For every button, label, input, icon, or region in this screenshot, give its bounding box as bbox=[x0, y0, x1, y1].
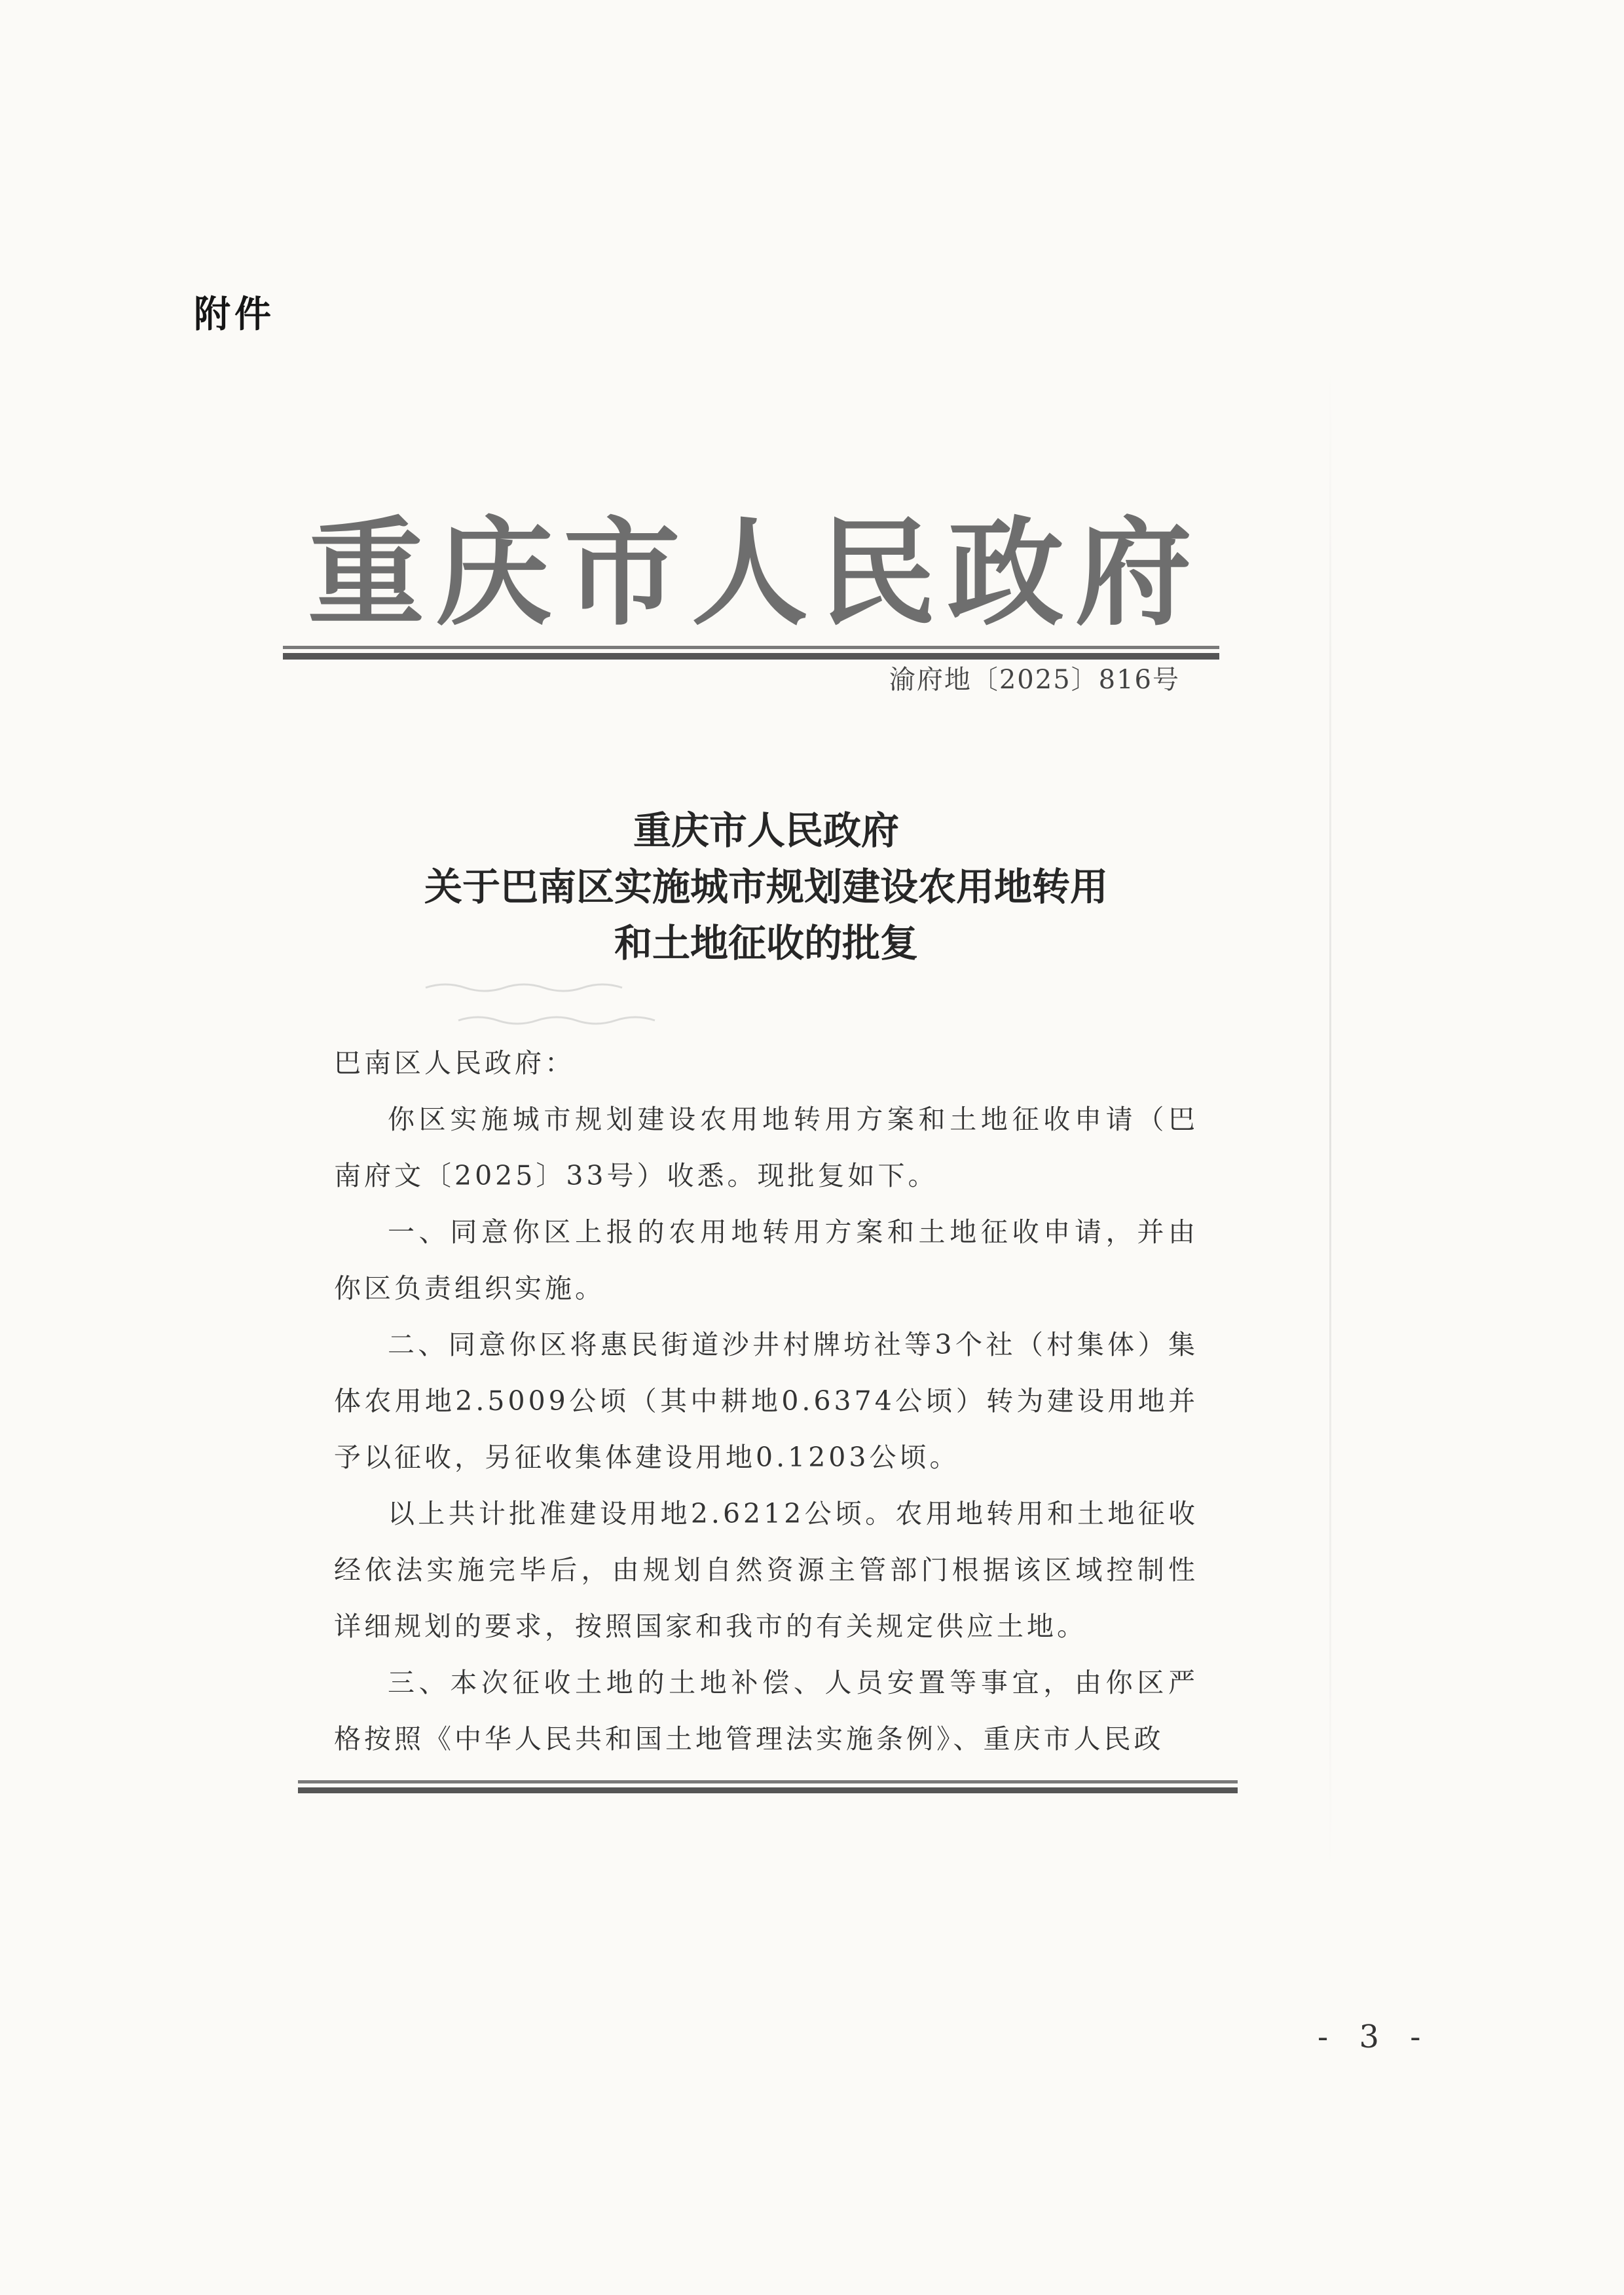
masthead-char: 民 bbox=[819, 504, 936, 641]
masthead-char: 人 bbox=[691, 504, 808, 641]
masthead-char: 重 bbox=[308, 504, 424, 641]
scan-edge-shadow bbox=[1329, 367, 1331, 1873]
body-paragraph-4: 以上共计批准建设用地2.6212公顷。农用地转用和土地征收经依法实施完毕后，由规划自然资源主管部门根据该区域控制性详细规划的要求，按照国家和我市的有关规定供应土地。 bbox=[334, 1498, 1198, 1642]
masthead-char: 庆 bbox=[435, 504, 553, 641]
salutation: 巴南区人民政府： bbox=[334, 1047, 575, 1079]
footer-rule-thick bbox=[298, 1787, 1238, 1793]
title-line-2: 关于巴南区实施城市规划建设农用地转用 bbox=[424, 865, 1108, 909]
faint-stamp-graphic bbox=[419, 968, 694, 1040]
document-body bbox=[334, 1035, 1198, 1767]
footer-rule-thin bbox=[298, 1780, 1238, 1783]
title-line-1: 重庆市人民政府 bbox=[633, 808, 899, 853]
body-paragraph-5: 三、本次征收土地的土地补偿、人员安置等事宜，由你区严格按照《中华人民共和国土地管理法实施条例》、重庆市人民政 bbox=[334, 1667, 1198, 1755]
title-line-3: 和土地征收的批复 bbox=[614, 921, 918, 965]
masthead-char: 政 bbox=[947, 504, 1064, 641]
body-paragraph-3: 二、同意你区将惠民街道沙井村牌坊社等3个社（村集体）集体农用地2.5009公顷（其中耕地0.6374公顷）转为建设用地并予以征收，另征收集体建设用地0.1203公顷。 bbox=[334, 1329, 1198, 1473]
attachment-label: 附件 bbox=[194, 293, 275, 336]
body-paragraph-1: 你区实施城市规划建设农用地转用方案和土地征收申请（巴南府文〔2025〕33号）收悉。现批复如下。 bbox=[334, 1104, 1198, 1191]
masthead-title bbox=[308, 504, 1192, 642]
document-title bbox=[236, 802, 1297, 971]
body-paragraph-2: 一、同意你区上报的农用地转用方案和土地征收申请，并由你区负责组织实施。 bbox=[334, 1216, 1198, 1304]
document-number: 渝府地〔2025〕816号 bbox=[889, 665, 1180, 695]
page-number: - 3 - bbox=[1318, 2019, 1431, 2055]
masthead-char: 市 bbox=[563, 504, 680, 641]
masthead-rule-thin bbox=[283, 646, 1219, 649]
masthead-rule-thick bbox=[283, 653, 1219, 660]
masthead-char: 府 bbox=[1075, 504, 1192, 641]
